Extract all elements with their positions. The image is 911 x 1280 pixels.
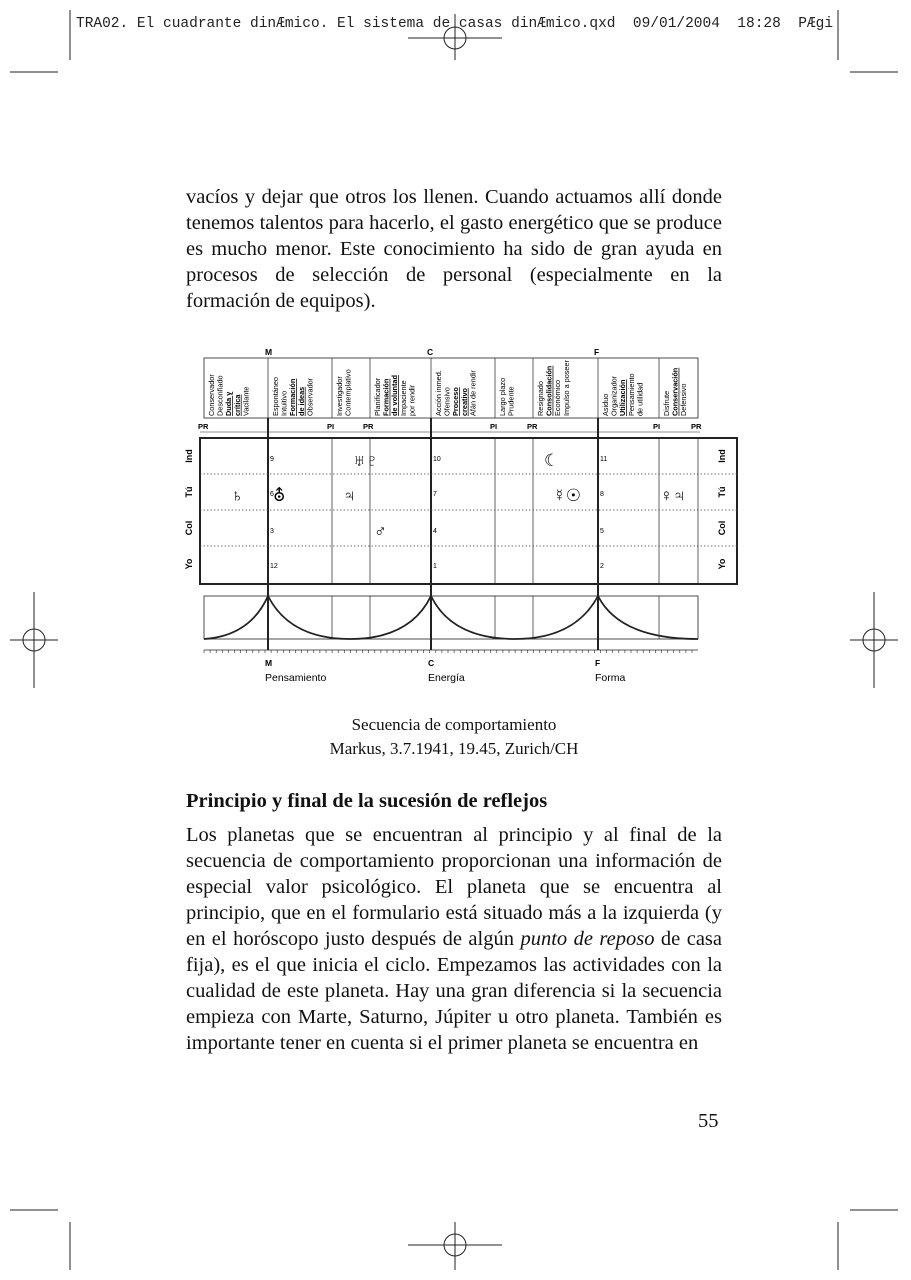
column-label: Prudente (506, 386, 516, 416)
house-number: 11 (600, 456, 608, 463)
house-number: 7 (433, 491, 437, 498)
row-label-left: Tú (184, 486, 194, 498)
column-label: Utilización (618, 379, 628, 416)
section-heading: Principio y final de la sucesión de reflejos (186, 790, 548, 812)
print-slug: TRA02. El cuadrante dinÆmico. El sistema de casas dinÆmico.qxd 09/01/2004 18:28 PÆgi (76, 16, 834, 32)
house-number: 2 (600, 563, 604, 570)
column-label: de voluntad (390, 375, 400, 416)
column-label: Vacilante (241, 386, 251, 416)
axis-label-forma: Forma (595, 672, 626, 684)
pr-pi-label: PR (527, 422, 538, 431)
column-label: Consolidación (544, 365, 554, 416)
column-label: de utilidad (635, 382, 645, 416)
column-label: Observador (305, 377, 315, 416)
house-number: 5 (600, 528, 604, 535)
house-number: 10 (433, 456, 441, 463)
column-label: Disfrute (662, 390, 671, 416)
planet-glyph: ♅♇ (353, 451, 379, 470)
intro-paragraph: vacíos y dejar que otros los llenen. Cuando actuamos allí donde tenemos talentos para hacerlo, el gasto energético que se produce es mucho menor. Este conocimiento ha sido de gran ayuda en procesos de selección de personal (especialmente en la formación de equipos). (186, 186, 722, 312)
house-number: 6 (270, 491, 274, 498)
figure-caption-title: Secuencia de comportamiento (351, 715, 557, 734)
column-label: Ofensivo (442, 387, 452, 416)
planet-glyph: ☿☉ (553, 486, 581, 505)
column-label: Formación (381, 378, 391, 416)
page-number: 55 (698, 1110, 719, 1132)
house-number: 3 (270, 528, 274, 535)
column-label: Proceso (451, 387, 461, 416)
top-letter-c: C (427, 347, 434, 357)
column-label: Largo plazo (498, 377, 507, 416)
row-label-right: Col (717, 520, 727, 536)
axis-letter-f: F (595, 658, 601, 668)
pr-pi-label: PR (691, 422, 702, 431)
column-label: Resignado (536, 381, 545, 416)
column-label: Impulso a poseer (561, 360, 571, 416)
column-label: Intuitivo (279, 390, 289, 416)
axis-label-energia: Energía (428, 672, 465, 684)
column-label: crítica (232, 394, 242, 416)
column-label: Conservador (207, 374, 216, 416)
behavior-sequence-figure (170, 340, 740, 690)
column-label: Económico (553, 379, 563, 416)
column-label: por rendir (407, 384, 417, 416)
column-label: Formación (288, 378, 298, 416)
axis-letter-m: M (265, 658, 273, 668)
house-number: 9 (270, 456, 274, 463)
row-label-right: Ind (717, 449, 727, 463)
row-label-right: Tú (717, 486, 727, 498)
planet-glyph: ⛢ (273, 486, 286, 505)
planet-glyph: ♃ (343, 486, 356, 505)
column-label: Contemplativo (343, 369, 353, 416)
column-label: Desconfiado (215, 375, 225, 416)
row-label-left: Yo (184, 558, 194, 570)
pr-pi-label: PI (327, 422, 335, 431)
column-label: Investigador (335, 376, 344, 416)
column-label: Impaciente (398, 380, 408, 416)
column-label: Organizador (609, 375, 619, 416)
column-label: Conservación (670, 367, 680, 416)
house-number: 4 (433, 528, 437, 535)
body-text-italic: punto de reposo (520, 928, 655, 950)
pr-pi-label: PI (490, 422, 498, 431)
axis-label-pensamiento: Pensamiento (265, 672, 327, 684)
body-paragraph (186, 822, 722, 1056)
axis-letter-c: C (428, 658, 435, 668)
pr-pi-label: PI (653, 422, 661, 431)
planet-glyph: ☾ (544, 451, 560, 470)
column-label: Defensivo (679, 383, 689, 416)
house-number: 12 (270, 563, 278, 570)
top-letter-f: F (594, 347, 600, 357)
column-label: Afán de rendir (468, 370, 478, 416)
column-label: creativo (459, 388, 469, 416)
figure-caption-subject: Markus, 3.7.1941, 19.45, Zurich/CH (329, 739, 579, 758)
house-number: 1 (433, 563, 437, 570)
pr-pi-label: PR (198, 422, 209, 431)
column-label: Asiduo (601, 393, 610, 416)
planet-glyph: ♀♃ (660, 486, 686, 505)
planet-glyph: ♂ (374, 522, 387, 541)
row-label-left: Ind (184, 449, 194, 463)
top-letter-m: M (265, 347, 273, 357)
house-number: 8 (600, 491, 604, 498)
planet-glyph: ♄ (231, 486, 244, 505)
body-text-a: Los planetas que se encuentran al principio y al final de la secuencia de comportamiento proporcionan una información de especial valor psicológico. El planeta que se encuentra al principio, que en el formulario está situado más a la izquierda (y en el horóscopo justo después de algún (186, 824, 722, 950)
body-text-b: de casa fija), es el que inicia el ciclo. Empezamos las actividades con la cualidad de este planeta. Hay una gran diferencia si la secuencia empieza con Marte, Saturno, Júpiter u otro planeta. También es importante tener en cuenta si el primer planeta se encuentra en (186, 928, 722, 1054)
column-label: Acción inmed. (434, 370, 443, 416)
column-label: Planificador (373, 377, 382, 416)
column-label: Espontáneo (271, 377, 280, 416)
column-label: de ideas (296, 386, 306, 416)
column-label: Duda y (224, 391, 234, 416)
column-label: Pensamiento (626, 373, 636, 416)
pr-pi-label: PR (363, 422, 374, 431)
row-label-right: Yo (717, 558, 727, 570)
row-label-left: Col (184, 520, 194, 536)
